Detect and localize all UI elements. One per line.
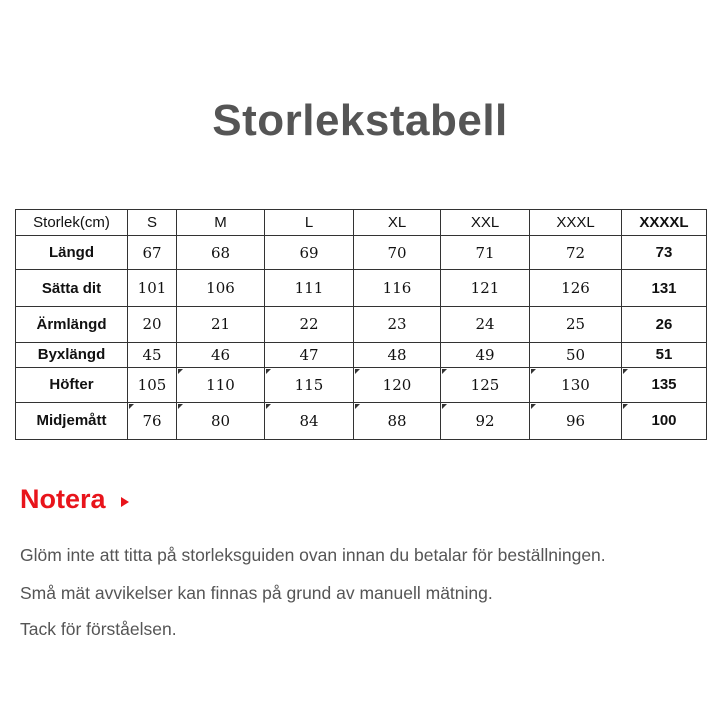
table-cell: 131 [622, 270, 707, 307]
table-cell: 71 [441, 236, 530, 270]
table-header-cell: XXL [441, 210, 530, 236]
table-cell: 45 [128, 342, 177, 367]
table-cell: 116 [354, 270, 441, 307]
table-cell: 121 [441, 270, 530, 307]
table-cell: 47 [265, 342, 354, 367]
size-table [15, 209, 707, 440]
table-row [16, 342, 707, 367]
table-header-cell: Storlek(cm) [16, 210, 128, 236]
row-label: Höfter [16, 367, 128, 402]
table-cell: 25 [530, 307, 622, 342]
table-cell: 106 [177, 270, 265, 307]
row-label: Byxlängd [16, 342, 128, 367]
right-triangle-icon [121, 497, 129, 507]
table-header-cell: XL [354, 210, 441, 236]
table-cell: 84 [265, 402, 354, 439]
table-cell: 23 [354, 307, 441, 342]
table-cell: 46 [177, 342, 265, 367]
row-label: Längd [16, 236, 128, 270]
table-row [16, 307, 707, 342]
table-cell: 110 [177, 367, 265, 402]
table-cell: 80 [177, 402, 265, 439]
note-line: Tack för förståelsen. [20, 619, 177, 639]
table-row [16, 236, 707, 270]
row-label: Ärmlängd [16, 307, 128, 342]
table-cell: 135 [622, 367, 707, 402]
table-cell: 50 [530, 342, 622, 367]
table-header-cell: M [177, 210, 265, 236]
table-cell: 126 [530, 270, 622, 307]
note-line: Små mät avvikelser kan finnas på grund av manuell mätning. [20, 583, 493, 603]
table-cell: 49 [441, 342, 530, 367]
table-cell: 88 [354, 402, 441, 439]
table-cell: 130 [530, 367, 622, 402]
table-cell: 68 [177, 236, 265, 270]
row-label: Midjemått [16, 402, 128, 439]
table-cell: 22 [265, 307, 354, 342]
table-cell: 69 [265, 236, 354, 270]
table-cell: 73 [622, 236, 707, 270]
table-header-cell: S [128, 210, 177, 236]
table-cell: 125 [441, 367, 530, 402]
table-cell: 96 [530, 402, 622, 439]
table-cell: 105 [128, 367, 177, 402]
table-cell: 48 [354, 342, 441, 367]
table-row [16, 402, 707, 439]
table-cell: 20 [128, 307, 177, 342]
table-cell: 26 [622, 307, 707, 342]
table-cell: 67 [128, 236, 177, 270]
note-line: Glöm inte att titta på storleksguiden ovan innan du betalar för beställningen. [20, 545, 606, 565]
table-cell: 100 [622, 402, 707, 439]
page-title: Storlekstabell [212, 96, 508, 145]
table-header-cell: L [265, 210, 354, 236]
table-cell: 111 [265, 270, 354, 307]
table-cell: 70 [354, 236, 441, 270]
row-label: Sätta dit [16, 270, 128, 307]
table-row [16, 367, 707, 402]
table-cell: 76 [128, 402, 177, 439]
table-cell: 115 [265, 367, 354, 402]
table-cell: 101 [128, 270, 177, 307]
table-cell: 92 [441, 402, 530, 439]
table-cell: 72 [530, 236, 622, 270]
table-cell: 51 [622, 342, 707, 367]
table-cell: 120 [354, 367, 441, 402]
table-row [16, 270, 707, 307]
table-cell: 21 [177, 307, 265, 342]
table-header-cell: XXXL [530, 210, 622, 236]
note-heading: Notera [20, 484, 106, 514]
table-cell: 24 [441, 307, 530, 342]
table-header-cell: XXXXL [622, 210, 707, 236]
table-header-row [16, 210, 707, 236]
